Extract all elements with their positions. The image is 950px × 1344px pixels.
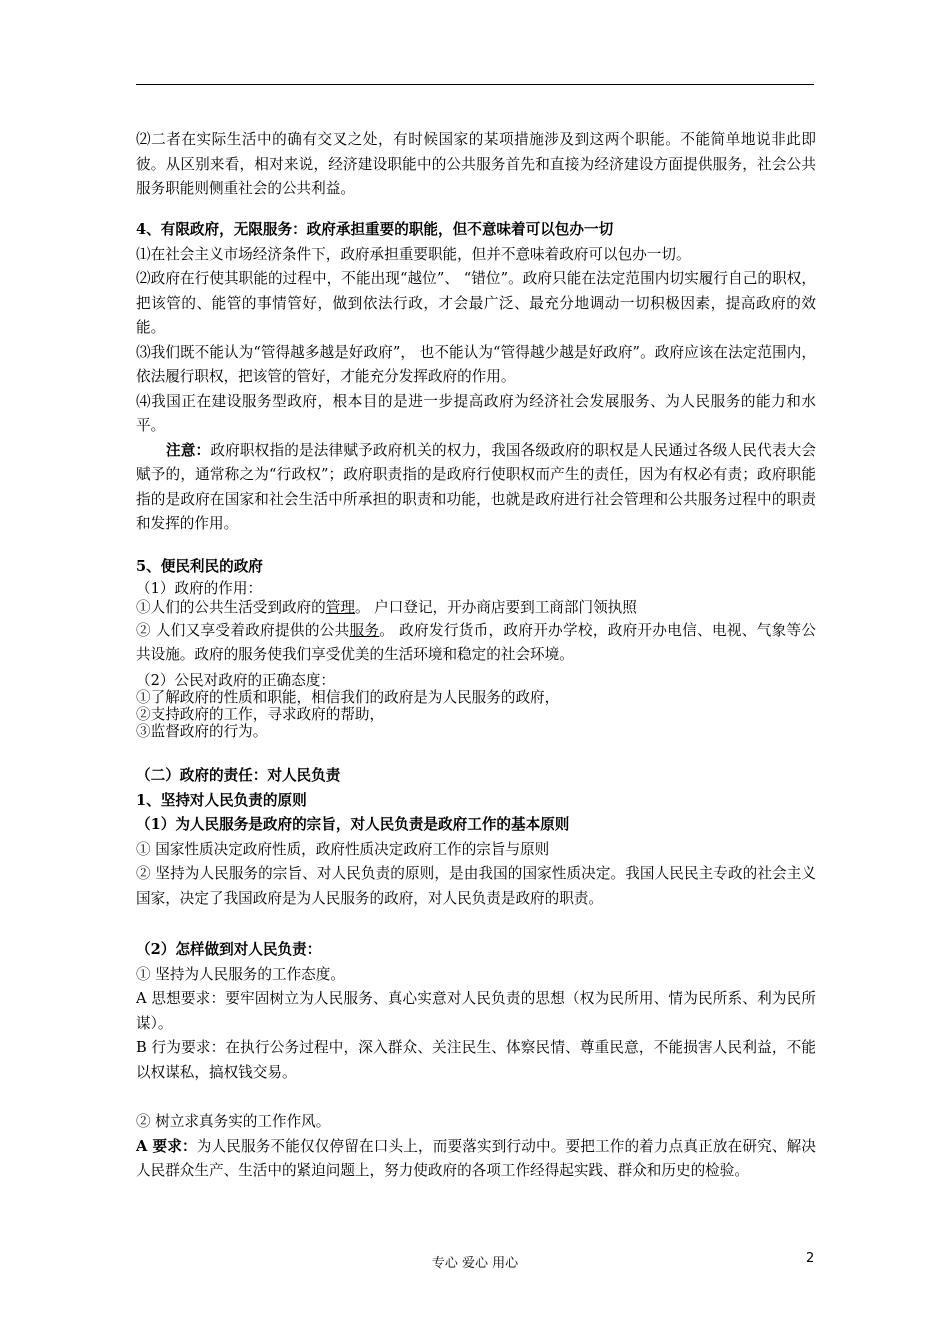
section-4 [136, 218, 816, 537]
paragraph: A 思想要求：要牢固树立为人民服务、真心实意对人民负责的思想（权为民所用、情为民所系、利为民所谋）。 [136, 990, 816, 1032]
section-5-attitude [136, 672, 816, 740]
paragraph: ① 国家性质决定政府性质，政府性质决定政府工作的宗旨与原则 [136, 840, 550, 858]
footer-motto: 专心 爱心 用心 [431, 1256, 519, 1271]
paragraph: ⑶我们既不能认为“管得越多越是好政府”， 也不能认为“管得越少越是好政府”。政府应该在法定范围内，依法履行职权，把该管的管好，才能充分发挥政府的作用。 [136, 343, 816, 385]
paragraph: B 行为要求：在执行公务过程中，深入群众、关注民生、体察民情、尊重民意，不能损害人民利益，不能以权谋私，搞权钱交易。 [136, 1039, 816, 1081]
section-heading: 1、坚持对人民负责的原则 [136, 791, 307, 809]
part-2 [136, 764, 816, 911]
paragraph: ① 坚持为人民服务的工作态度。 [136, 965, 345, 983]
list-item: ③监督政府的行为。 [136, 723, 268, 740]
sub-heading: （1）为人民服务是政府的宗旨，对人民负责是政府工作的基本原则 [136, 816, 570, 833]
section-heading: 5、便民利民的政府 [136, 558, 263, 575]
paragraph: ⑵政府在行使其职能的过程中，不能出现“越位”、 “错位”。政府只能在法定范围内切实履行自己的职权，把该管的、能管的事情管好，做到依法行政，才会最广泛、最充分地调动一切积极因素，提高政府的效能。 [136, 270, 816, 336]
part-2-style [136, 1110, 816, 1184]
intro-section [136, 128, 816, 202]
sub-heading: （2）怎样做到对人民负责： [136, 941, 322, 958]
paragraph: ② 树立求真务实的工作作风。 [136, 1113, 331, 1130]
note-label: 注意： [166, 441, 211, 459]
paragraph: ⑴在社会主义市场经济条件下，政府承担重要职能，但并不意味着政府可以包办一切。 [136, 245, 691, 263]
section-5 [136, 555, 816, 668]
section-heading: 4、有限政府，无限服务：政府承担重要的职能，但不意味着可以包办一切 [136, 221, 614, 238]
paragraph: ⑵二者在实际生活中的确有交叉之处，有时候国家的某项措施涉及到这两个职能。不能简单地说非此即彼。从区别来看，相对来说，经济建设职能中的公共服务首先和直接为经济建设方面提供服务，社会公共服务职能则侧重社会的公共利益。 [136, 131, 816, 197]
list-item: ② 人们又享受着政府提供的公共服务。 政府发行货币，政府开办学校，政府开办电信、电视、气象等公共设施。政府的服务使我们享受优美的生活环境和稳定的社会环境。 [136, 621, 816, 663]
paragraph: ⑷我国正在建设服务型政府，根本目的是进一步提高政府为经济社会发展服务、为人民服务的能力和水平。 [136, 392, 816, 434]
sub-title: （2）公民对政府的正确态度： [136, 672, 336, 689]
requirement-label: A 要求： [136, 1137, 197, 1155]
list-item: ①了解政府的性质和职能，相信我们的政府是为人民服务的政府， [136, 689, 560, 706]
note-paragraph [136, 439, 816, 537]
page-number: 2 [806, 1251, 815, 1266]
list-item: ②支持政府的工作，寻求政府的帮助， [136, 706, 385, 723]
list-item: ①人们的公共生活受到政府的管理。 户口登记，开办商店要到工商部门领执照 [136, 598, 637, 616]
note-text: 政府职权指的是法律赋予政府机关的权力，我国各级政府的职权是人民通过各级人民代表大会赋予的，通常称之为“行政权”；政府职责指的是政府行使职权而产生的责任，因为有权必有责；政府职能指的是政府在国家和社会生活中所承担的职责和功能，也就是政府进行社会管理和公共服务过程中的职责和发挥的作用。 [136, 441, 816, 532]
header-rule [136, 84, 814, 85]
sub-title: （1）政府的作用： [136, 579, 263, 597]
paragraph: A 要求：为人民服务不能仅仅停留在口头上，而要落实到行动中。要把工作的着力点真正放在研究、解决人民群众生产、生活中的紧迫问题上，努力使政府的各项工作经得起实践、群众和历史的检验。 [136, 1137, 816, 1179]
part-2-how [136, 938, 816, 1085]
paragraph: ② 坚持为人民服务的宗旨、对人民负责的原则，是由我国的国家性质决定。我国人民民主专政的社会主义国家，决定了我国政府是为人民服务的政府，对人民负责是政府的职责。 [136, 865, 816, 907]
part-heading: （二）政府的责任：对人民负责 [136, 767, 341, 784]
